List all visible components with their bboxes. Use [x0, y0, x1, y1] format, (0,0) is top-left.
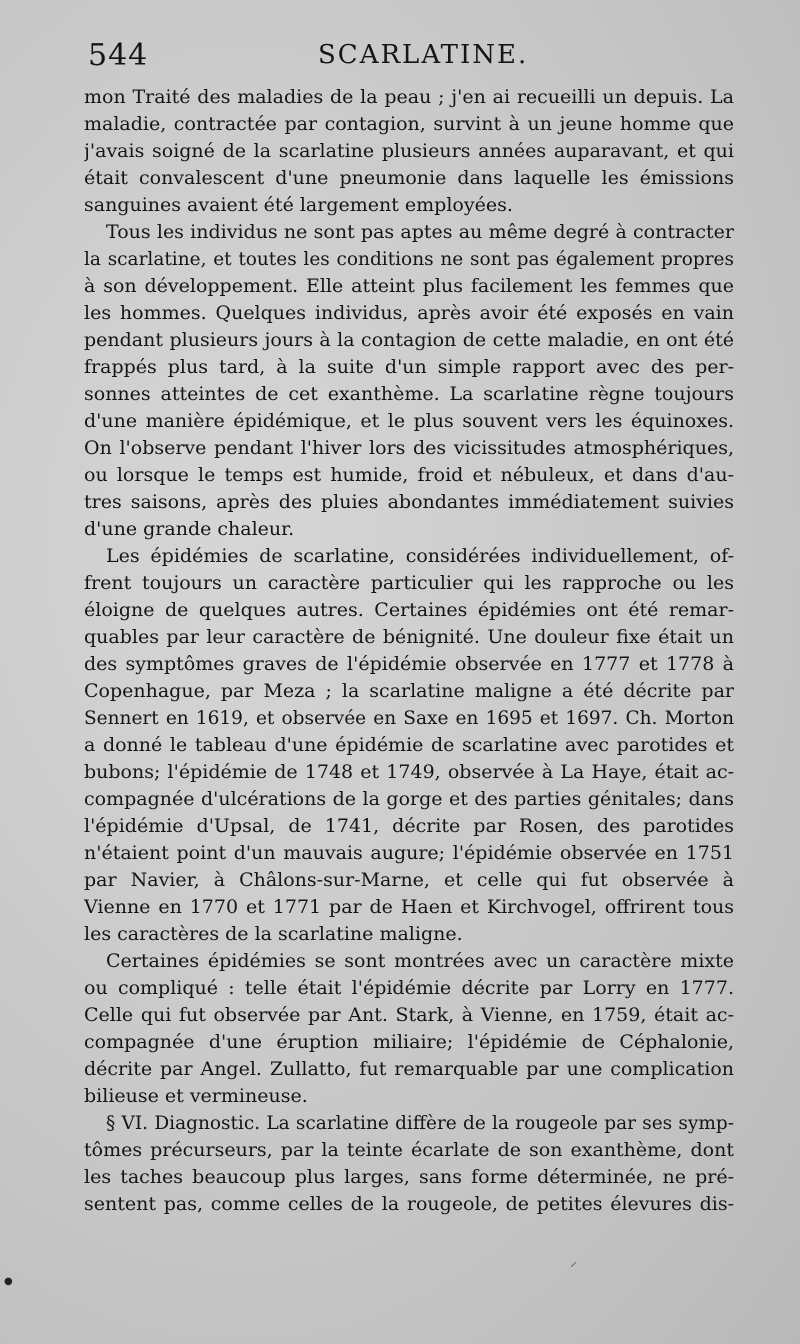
- text-line: compagnée d'une éruption miliaire; l'épidémie de Céphalonie,: [84, 1031, 734, 1053]
- paragraph-4: [84, 948, 734, 1110]
- text-line: les caractères de la scarlatine maligne.: [84, 923, 463, 945]
- paragraph-5: [84, 1110, 734, 1218]
- text-line: j'avais soigné de la scarlatine plusieurs années auparavant, et qui: [84, 140, 734, 162]
- text-line: Celle qui fut observée par Ant. Stark, à Vienne, en 1759, était ac-: [84, 1004, 734, 1026]
- text-line: maladie, contractée par contagion, survint à un jeune homme que: [84, 113, 734, 135]
- text-line: la scarlatine, et toutes les conditions ne sont pas également propres: [84, 249, 734, 270]
- text-line: l'épidémie d'Upsal, de 1741, décrite par Rosen, des parotides: [84, 815, 734, 837]
- text-line: tômes précurseurs, par la teinte écarlate de son exanthème, dont: [84, 1139, 734, 1161]
- text-line: frappés plus tard, à la suite d'un simple rapport avec des per-: [84, 356, 734, 378]
- text-line: sonnes atteintes de cet exanthème. La scarlatine règne toujours: [84, 383, 734, 405]
- page-header: [84, 38, 734, 78]
- text-line: Copenhague, par Meza ; la scarlatine maligne a été décrite par: [84, 680, 734, 702]
- text-line: mon Traité des maladies de la peau ; j'en ai recueilli un depuis. La: [84, 86, 734, 108]
- page-number: 544: [88, 38, 149, 73]
- paragraph-1: [84, 84, 734, 219]
- running-title: SCARLATINE.: [318, 40, 529, 70]
- text-line: était convalescent d'une pneumonie dans laquelle les émissions: [84, 167, 734, 189]
- text-line: bilieuse et vermineuse.: [84, 1085, 308, 1107]
- text-line: frent toujours un caractère particulier qui les rapproche ou les: [84, 572, 734, 594]
- text-line: ou compliqué : telle était l'épidémie décrite par Lorry en 1777.: [84, 977, 734, 999]
- text-line: d'une grande chaleur.: [84, 518, 295, 540]
- text-line: Sennert en 1619, et observée en Saxe en 1695 et 1697. Ch. Morton: [84, 708, 734, 729]
- text-line: a donné le tableau d'une épidémie de scarlatine avec parotides et: [84, 734, 734, 756]
- text-line: quables par leur caractère de bénignité. Une douleur fixe était un: [84, 626, 734, 648]
- text-line: décrite par Angel. Zullatto, fut remarquable par une complication: [84, 1058, 734, 1080]
- text-line: des symptômes graves de l'épidémie observée en 1777 et 1778 à: [84, 653, 734, 675]
- ink-speck-icon: ●: [4, 1276, 13, 1287]
- text-line: sentent pas, comme celles de la rougeole, de petites élevures dis-: [84, 1193, 734, 1215]
- text-line: ou lorsque le temps est humide, froid et nébuleux, et dans d'au-: [84, 464, 734, 486]
- text-line: n'étaient point d'un mauvais augure; l'épidémie observée en 1751: [84, 842, 734, 864]
- text-line: par Navier, à Châlons-sur-Marne, et celle qui fut observée à: [84, 869, 734, 891]
- text-line: Tous les individus ne sont pas aptes au même degré à contracter: [106, 221, 734, 243]
- text-line: Les épidémies de scarlatine, considérées individuellement, of-: [106, 545, 734, 567]
- text-line: tres saisons, après des pluies abondantes immédiatement suivies: [84, 491, 734, 513]
- text-line: à son développement. Elle atteint plus facilement les femmes que: [84, 275, 734, 297]
- text-line: § VI. Diagnostic. La scarlatine diffère de la rougeole par ses symp-: [106, 1113, 734, 1134]
- text-line: pendant plusieurs jours à la contagion de cette maladie, en ont été: [84, 329, 734, 351]
- paragraph-2: [84, 219, 734, 543]
- text-line: les taches beaucoup plus larges, sans forme déterminée, ne pré-: [84, 1166, 734, 1188]
- text-line: compagnée d'ulcérations de la gorge et des parties génitales; dans: [84, 788, 734, 810]
- paragraph-3: [84, 543, 734, 948]
- text-line: On l'observe pendant l'hiver lors des vicissitudes atmosphériques,: [84, 437, 734, 459]
- text-line: éloigne de quelques autres. Certaines épidémies ont été remar-: [84, 599, 734, 621]
- text-line: sanguines avaient été largement employées.: [84, 194, 513, 216]
- body-text: [84, 84, 734, 1218]
- text-line: bubons; l'épidémie de 1748 et 1749, observée à La Haye, était ac-: [84, 761, 734, 783]
- ink-stroke-icon: ⸝: [570, 1254, 577, 1270]
- text-line: les hommes. Quelques individus, après avoir été exposés en vain: [84, 302, 734, 324]
- text-line: Vienne en 1770 et 1771 par de Haen et Kirchvogel, offrirent tous: [84, 896, 734, 918]
- text-line: Certaines épidémies se sont montrées avec un caractère mixte: [106, 950, 734, 972]
- text-line: d'une manière épidémique, et le plus souvent vers les équinoxes.: [84, 410, 734, 432]
